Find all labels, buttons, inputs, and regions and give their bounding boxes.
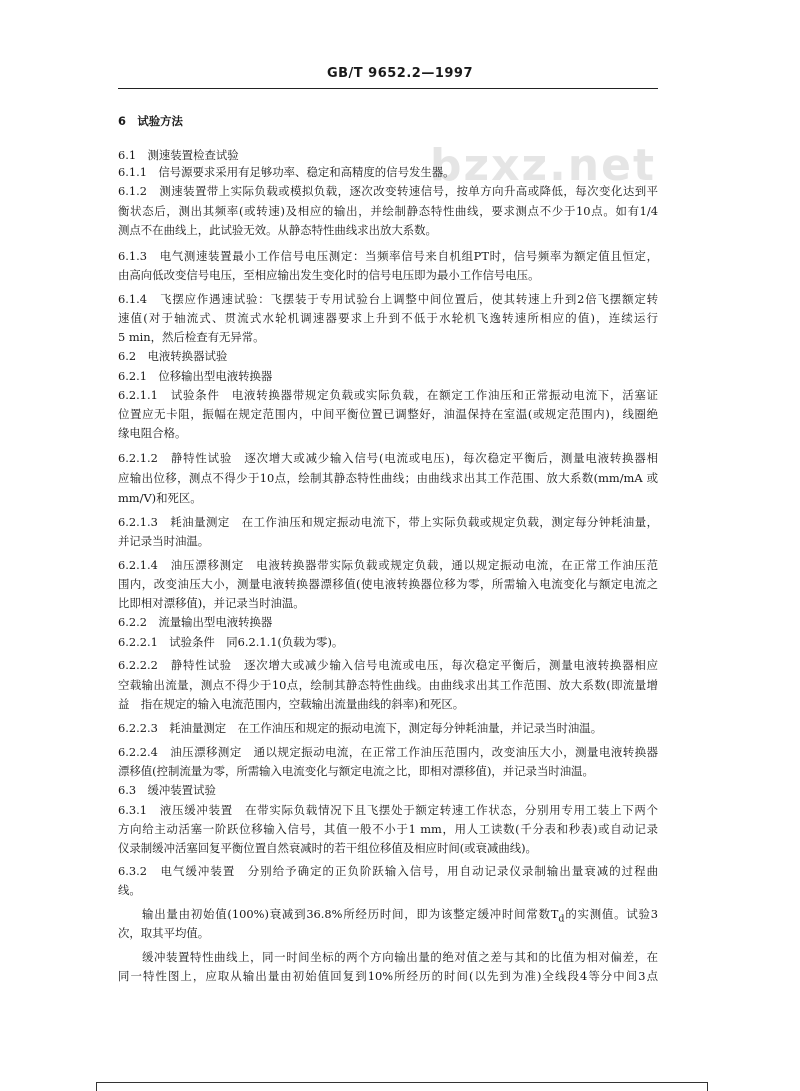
- subsection-heading: 6.2.1 位移输出型电液转换器: [118, 369, 273, 383]
- paragraph-line: 5 min，然后检查有无异常。: [118, 330, 265, 344]
- paragraph-line: mm/V)和死区。: [118, 491, 202, 505]
- paragraph-line: 测点不在曲线上，此试验无效。从静态特性曲线求出放大系数。: [118, 223, 437, 237]
- paragraph-line: 次，取其平均值。: [118, 926, 210, 940]
- paragraph-line: 6.1.4 飞摆应作遇速试验：飞摆装于专用试验台上调整中间位置后，使其转速上升到2倍飞摆额定转: [118, 292, 658, 306]
- paragraph-line: 输出量由初始值(100%)衰减到36.8%所经历时间，即为该整定缓冲时间常数$T_d$的实测值。试验3: [142, 907, 658, 925]
- paragraph-line: 同一特性图上，应取从输出量由初始值回复到10%所经历的时间(以先到为准)全线段4等分中间3点: [118, 969, 658, 983]
- footer-rule-right: [707, 1082, 708, 1091]
- subsection-heading: 6.1 测速装置检查试验: [118, 148, 239, 162]
- paragraph-line: 6.3.2 电气缓冲装置 分别给予确定的正负阶跃输入信号，用自动记录仪录制输出量衰减的过程曲: [118, 864, 658, 878]
- paragraph-line: 由高向低改变信号电压，至相应输出发生变化时的信号电压即为最小工作信号电压。: [118, 268, 540, 282]
- paragraph-line: 6.2.1.2 静特性试验 逐次增大或减少输入信号(电流或电压)，每次稳定平衡后，测量电液转换器相: [118, 451, 658, 465]
- paragraph-line: 缘电阻合格。: [118, 426, 187, 440]
- paragraph-line: 衡状态后，测出其频率(或转速)及相应的输出，并绘制静态特性曲线，要求测点不少于10点。如有1/4: [118, 204, 658, 218]
- paragraph-line: 速值(对于轴流式、贯流式水轮机调速器要求上升到不低于水轮机飞逸转速所相应的值)，连续运行: [118, 311, 658, 325]
- paragraph-line: 应输出位移，测点不得少于10点，绘制其静态特性曲线；由曲线求出其工作范围、放大系数(mm/mA 或: [118, 471, 658, 485]
- paragraph-line: 6.2.2.1 试验条件 同6.2.1.1(负载为零)。: [118, 635, 344, 649]
- paragraph-line: 益 指在规定的输入电流范围内，空载输出流量曲线的斜率)和死区。: [118, 697, 465, 711]
- watermark: bzxz.net: [430, 140, 657, 191]
- subsection-heading: 6.3 缓冲装置试验: [118, 783, 216, 797]
- paragraph-line: 6.2.1.4 油压漂移测定 电液转换器带实际负载或规定负载，通以规定振动电流，在正常工作油压范: [118, 558, 658, 572]
- paragraph-line: 6.1.1 信号源要求采用有足够功率、稳定和高精度的信号发生器。: [118, 165, 455, 179]
- header-rule: [118, 88, 658, 89]
- paragraph-line: 缓冲装置特性曲线上，同一时间坐标的两个方向输出量的绝对值之差与其和的比值为相对偏差，在: [142, 950, 658, 964]
- paragraph-line: 6.2.2.4 油压漂移测定 通以规定振动电流，在正常工作油压范围内，改变油压大小，测量电液转换器: [118, 745, 658, 759]
- footer-rule: [96, 1082, 708, 1083]
- paragraph-line: 空载输出流量，测点不得少于10点，绘制其静态特性曲线。由曲线求出其工作范围、放大系数(即流量增: [118, 678, 658, 692]
- paragraph-line: 线。: [118, 883, 141, 897]
- paragraph-line: 漂移值(控制流量为零，所需输入电流变化与额定电流之比，即相对漂移值)，并记录当时油温。: [118, 764, 594, 778]
- paragraph-line: 6.2.1.3 耗油量测定 在工作油压和规定振动电流下，带上实际负载或规定负载，测定每分钟耗油量，: [118, 515, 658, 529]
- paragraph-line: 比即相对漂移值)，并记录当时油温。: [118, 596, 305, 610]
- paragraph-line: 仪录制缓冲活塞回复平衡位置自然衰减时的若干组位移值及相应时间(或衰减曲线)。: [118, 841, 537, 855]
- paragraph-line: 6.2.2.2 静特性试验 逐次增大或减少输入信号电流或电压，每次稳定平衡后，测量电液转换器相应: [118, 658, 658, 672]
- section-heading: 6 试验方法: [118, 114, 183, 128]
- paragraph-line: 6.2.1.1 试验条件 电液转换器带规定负载或实际负载，在额定工作油压和正常振动电流下，活塞证: [118, 388, 658, 402]
- paragraph-line: 位置应无卡阻，振幅在规定范围内，中间平衡位置已调整好，油温保持在室温(或规定范围内)，线圈绝: [118, 407, 658, 421]
- paragraph-line: 6.1.3 电气测速装置最小工作信号电压测定：当频率信号来自机组PT时，信号频率为额定值且恒定，: [118, 249, 658, 263]
- footer-rule-left: [96, 1082, 97, 1091]
- subsection-heading: 6.2 电液转换器试验: [118, 349, 228, 363]
- paragraph-line: 围内，改变油压大小，测量电液转换器漂移值(使电液转换器位移为零，所需输入电流变化与额定电流之: [118, 577, 658, 591]
- paragraph-line: 6.3.1 液压缓冲装置 在带实际负载情况下且飞摆处于额定转速工作状态，分别用专用工装上下两个: [118, 803, 658, 817]
- paragraph-line: 并记录当时油温。: [118, 534, 210, 548]
- paragraph-line: 方向给主动活塞一阶跃位移输入信号，其值一般不小于1 mm，用人工读数(千分表和秒表)或自动记录: [118, 822, 658, 836]
- paragraph-line: 6.2.2.3 耗油量测定 在工作油压和规定的振动电流下，测定每分钟耗油量，并记录当时油温。: [118, 721, 603, 735]
- subsection-heading: 6.2.2 流量输出型电液转换器: [118, 615, 273, 629]
- page-header-standard-code: GB/T 9652.2—1997: [326, 66, 474, 81]
- paragraph-line: 6.1.2 测速装置带上实际负载或模拟负载，逐次改变转速信号，按单方向升高或降低，每次变化达到平: [118, 184, 658, 198]
